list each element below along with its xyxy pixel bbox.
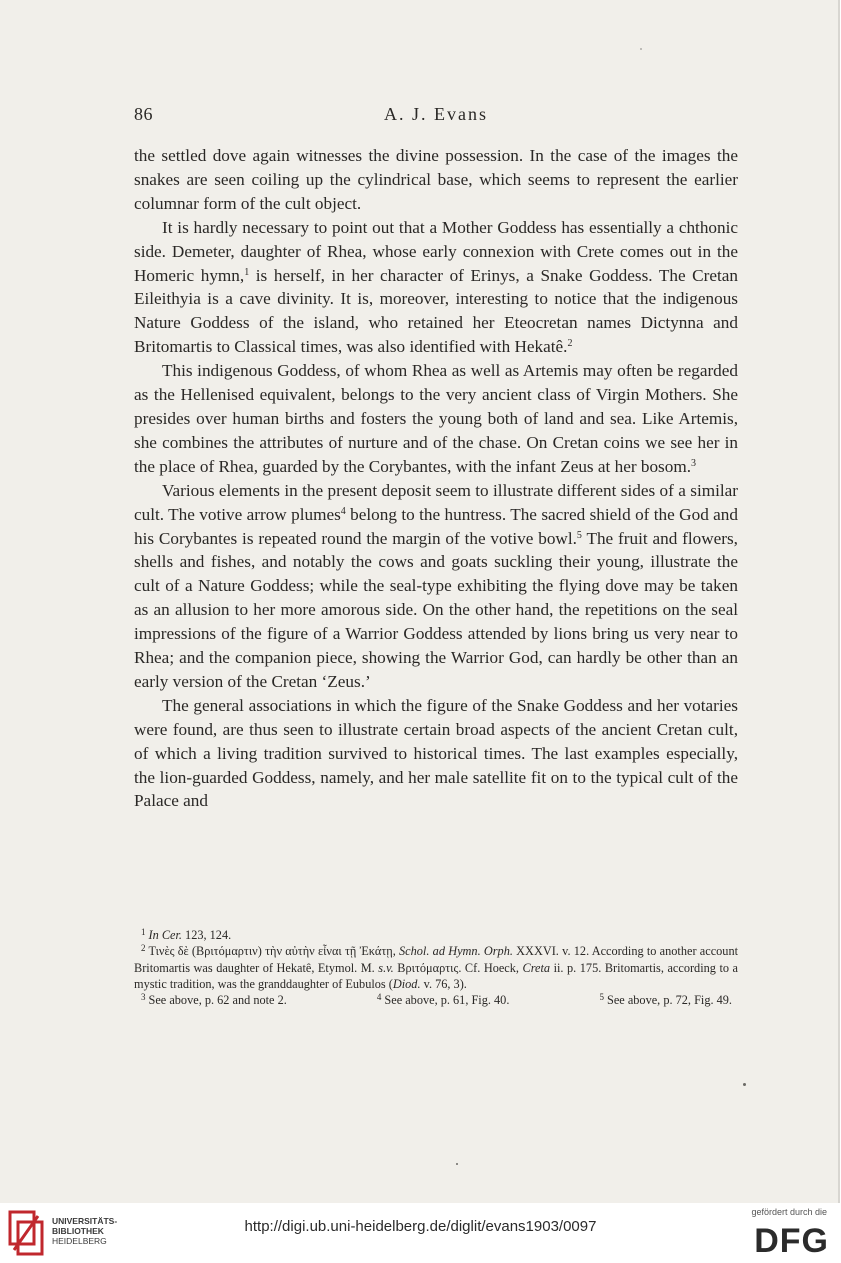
footnote-2-text-1: XXXVI. v. 12. According to another account Britomartis was daughter of Hekatê, Etymol. M. — [134, 944, 739, 975]
footnote-3 — [134, 992, 287, 1008]
paragraph-1: the settled dove again witnesses the divine possession. In the case of the images the snakes are seen coiling up the cylindrical base, which seems to represent the earlier columnar form of the cult object. — [134, 146, 738, 213]
footnote-2-italic-4: Diod. — [392, 976, 421, 991]
footnote-2-italic-3: Creta — [522, 960, 551, 975]
paragraph-2-part-b: is herself, in her character of Erinys, a Snake Goddess. The Cretan Eileithyia is a cave divinity. It is, moreover, interesting to notice that the indigenous Nature Goddess of the island, who retained her Eteocretan names Dictynna and Britomartis to Classical times, was also identified with Hekatê. — [134, 265, 738, 357]
footnote-5-text: See above, p. 72, Fig. 49. — [606, 993, 732, 1008]
footnote-4 — [370, 992, 510, 1008]
footnotes — [134, 927, 738, 1008]
footnote-1-mark: 1 — [141, 927, 146, 937]
footnote-2-text-3: ii. p. 175. Britomartis, according to a mystic tradition, was the granddaughter of Eubulos ( — [134, 960, 738, 991]
footnote-2-italic-1: Schol. ad Hymn. Orph. — [399, 944, 513, 959]
body-text — [134, 144, 738, 813]
footnote-3-mark: 3 — [141, 992, 146, 1003]
page-number: 86 — [134, 104, 153, 124]
paragraph-4-part-a: Various elements in the present deposit seem to illustrate different sides of a similar cult. The votive arrow plumes — [134, 480, 738, 524]
footnote-1 — [134, 927, 738, 943]
page-header — [134, 104, 738, 130]
footnote-2-text-2: Βριτόμαρτις. Cf. Hoeck, — [393, 960, 519, 975]
footnote-2 — [134, 943, 738, 992]
footnote-2-greek: Τινὲς δὲ (Βριτόμαρτιν) τὴν αὐτὴν εἶναι τῇ Ἐκάτῃ, — [148, 944, 396, 959]
footnote-4-mark: 4 — [376, 992, 382, 1003]
footnote-ref-3: 3 — [691, 457, 696, 469]
institution-line-2: BIBLIOTHEK — [52, 1226, 104, 1236]
running-head: A. J. Evans — [384, 104, 488, 124]
footnote-5-mark: 5 — [599, 992, 604, 1003]
speck — [456, 1163, 458, 1165]
funding-note: gefördert durch die — [751, 1207, 827, 1217]
institution-line-3: HEIDELBERG — [52, 1236, 107, 1246]
footnote-1-title: In Cer. — [148, 928, 182, 942]
footnote-2-mark: 2 — [141, 943, 146, 954]
paragraph-4-part-c: The fruit and flowers, shells and fishes, and notably the cows and goats suckling their young, illustrate the cult of a Nature Goddess; while the seal-type exhibiting the flying dove may be taken as an allusion to her more amorous side. On the other hand, the repetitions on the seal impressions of the figure of a Warrior Goddess attended by lions bring us very near to Rhea; and the companion piece, showing the Warrior God, can hardly be other than an early version of the Cretan ‘Zeus.’ — [134, 528, 738, 691]
footnotes-3-to-5 — [134, 992, 738, 1008]
speck — [640, 48, 642, 50]
footnote-5 — [592, 992, 732, 1008]
paragraph-4 — [134, 479, 738, 694]
institution-line-1: UNIVERSITÄTS- — [52, 1216, 118, 1226]
footnote-ref-4: 4 — [340, 505, 346, 517]
paragraph-3 — [134, 359, 738, 479]
paragraph-2 — [134, 216, 738, 359]
paragraph-5: The general associations in which the figure of the Snake Goddess and her votaries were found, are thus seen to illustrate certain broad aspects of the ancient Cretan cult, of which a living tradition survived to historical times. The last examples especially, the lion-guarded Goddess, namely, and her male satellite fit on to the typical cult of the Palace and — [134, 695, 738, 811]
dfg-logo: DFG — [754, 1222, 829, 1260]
footnote-3-text: See above, p. 62 and note 2. — [148, 993, 287, 1008]
speck — [743, 1083, 746, 1086]
paragraph-4-part-b: belong to the huntress. The sacred shield of the God and his Corybantes is repeated round the margin of the votive bowl. — [134, 504, 738, 548]
paragraph-3-text: This indigenous Goddess, of whom Rhea as well as Artemis may often be regarded as the Hellenised equivalent, belongs to the very ancient class of Virgin Mothers. She presides over human births and fosters the young both of land and sea. Like Artemis, she combines the attributes of nurture and of the chase. On Cretan coins we see her in the place of Rhea, guarded by the Corybantes, with the infant Zeus at her bosom. — [134, 361, 738, 476]
paragraph-2-part-a: It is hardly necessary to point out that a Mother Goddess has essentially a chthonic side. Demeter, daughter of Rhea, whose early connexion with Crete comes out in the Homeric hymn, — [134, 217, 738, 285]
footnote-4-text: See above, p. 61, Fig. 40. — [384, 993, 510, 1008]
footnote-ref-1: 1 — [244, 266, 250, 278]
footnote-ref-2: 2 — [567, 338, 573, 350]
footnote-2-text-4: v. 76, 3). — [420, 976, 467, 991]
footnote-ref-5: 5 — [576, 529, 582, 541]
permalink-url[interactable]: http://digi.ub.uni-heidelberg.de/diglit/evans1903/0097 — [244, 1218, 597, 1235]
footnote-2-italic-2: s.v. — [378, 960, 394, 975]
footnote-1-text: 123, 124. — [181, 928, 232, 942]
